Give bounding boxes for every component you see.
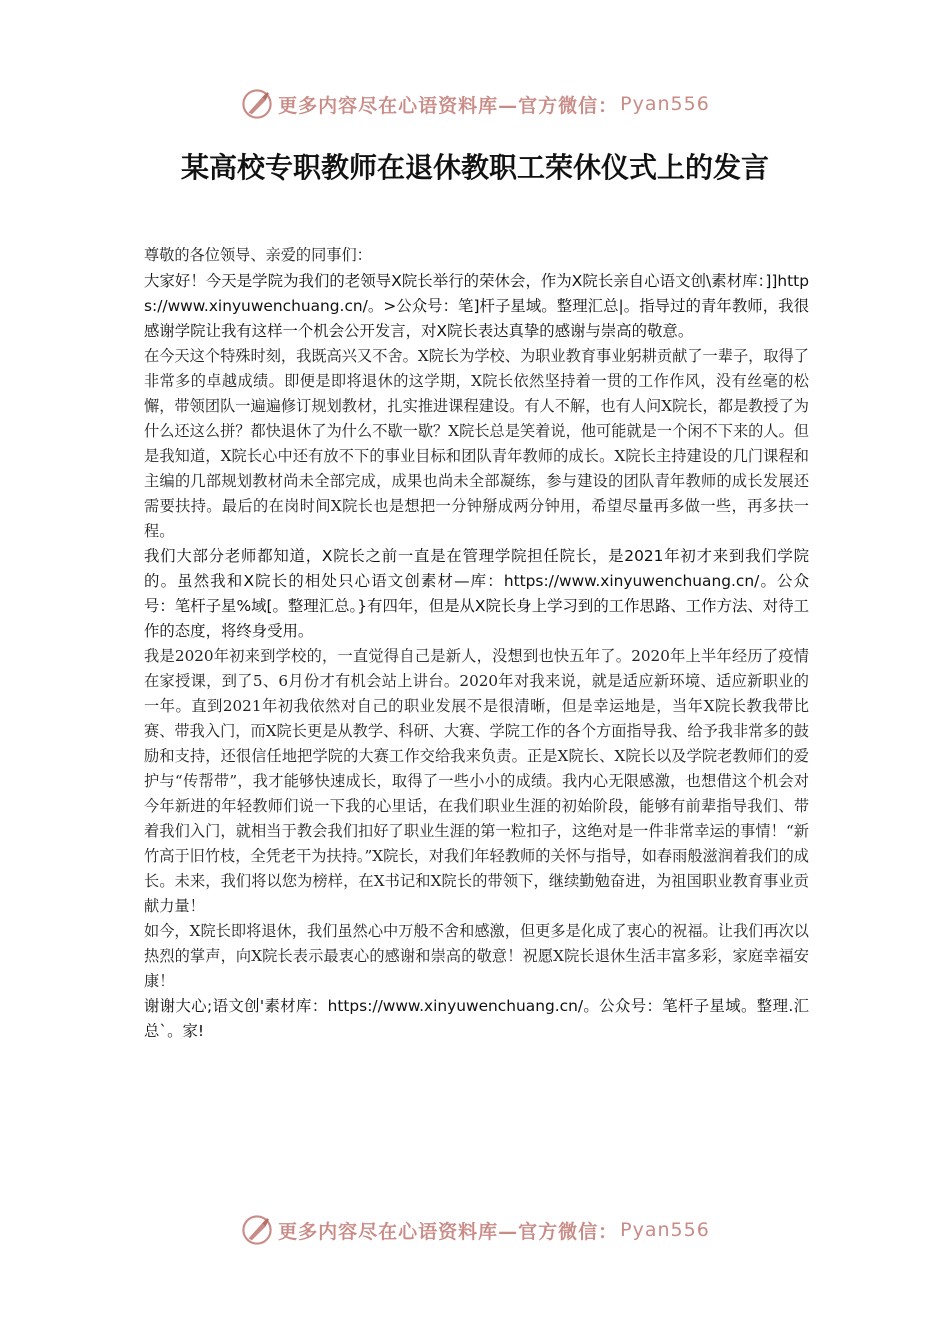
header-watermark	[0, 82, 950, 126]
footer-watermark	[0, 1208, 950, 1252]
document-body	[144, 243, 809, 1044]
watermark-wechat-id: Pyan556	[620, 1219, 710, 1241]
body-paragraph-3: 我们大部分老师都知道，X院长之前一直是在管理学院担任院长，是2021年初才来到我们学院的。虽然我和X院长的相处只心语文创素材—库：https://www.xinyuwenchuang.cn/。公众号：笔杆子星%域[。整理汇总。}有四年，但是从X院长身上学习到的工作思路、工作方法、对待工作的态度，将终身受用。	[144, 547, 809, 640]
pen-logo-icon	[240, 87, 274, 121]
body-paragraph-4: 我是2020年初来到学校的，一直觉得自己是新人，没想到也快五年了。2020年上半年经历了疫情在家授课，到了5、6月份才有机会站上讲台。2020年对我来说，就是适应新环境、适应新职业的一年。直到2021年初我依然对自己的职业发展不是很清晰，但是幸运地是，当年X院长教我带比赛、带我入门，而X院长更是从教学、科研、大赛、学院工作的各个方面指导我、给予我非常多的鼓励和支持，还很信任地把学院的大赛工作交给我来负责。正是X院长、X院长以及学院老教师们的爱护与“传帮带”，我才能够快速成长，取得了一些小小的成绩。我内心无限感激，也想借这个机会对今年新进的年轻教师们说一下我的心里话，在我们职业生涯的初始阶段，能够有前辈指导我们、带着我们入门，就相当于教会我们扣好了职业生涯的第一粒扣子，这绝对是一件非常幸运的事情！“新竹高于旧竹枝，全凭老干为扶持。”X院长，对我们年轻教师的关怀与指导，如春雨般滋润着我们的成长。未来，我们将以您为榜样，在X书记和X院长的带领下，继续勤勉奋进，为祖国职业教育事业贡献力量！	[144, 647, 809, 915]
body-paragraph-1: 大家好！今天是学院为我们的老领导X院长举行的荣休会，作为X院长亲自心语文创\素材库：]]https://www.xinyuwenchuang.cn/。>公众号：笔]杆子星域。整理汇总|。指导过的青年教师，我很感谢学院让我有这样一个机会公开发言，对X院长表达真挚的感谢与崇高的敬意。	[144, 272, 809, 340]
watermark-text: 更多内容尽在心语资料库—官方微信：	[278, 1220, 619, 1243]
closing-paragraph: 谢谢大心;语文创'素材库：https://www.xinyuwenchuang.cn/。公众号：笔杆子星域。整理.汇总`。家!	[144, 997, 809, 1040]
document-title: 某高校专职教师在退休教职工荣休仪式上的发言	[180, 151, 769, 184]
watermark-text: 更多内容尽在心语资料库—官方微信：	[278, 94, 619, 117]
pen-logo-icon	[240, 1213, 274, 1247]
body-paragraph-2: 在今天这个特殊时刻，我既高兴又不舍。X院长为学校、为职业教育事业躬耕贡献了一辈子，取得了非常多的卓越成绩。即便是即将退休的这学期，X院长依然坚持着一贯的工作作风，没有丝毫的松懈，带领团队一遍遍修订规划教材，扎实推进课程建设。有人不解，也有人问X院长，都是教授了为什么还这么拼？都快退休了为什么不歇一歇？X院长总是笑着说，他可能就是一个闲不下来的人。但是我知道，X院长心中还有放不下的事业目标和团队青年教师的成长。X院长主持建设的几门课程和主编的几部规划教材尚未全部完成，成果也尚未全部凝练，参与建设的团队青年教师的成长发展还需要扶持。最后的在岗时间X院长也是想把一分钟掰成两分钟用，希望尽量再多做一些，再多扶一程。	[144, 347, 809, 540]
greeting-paragraph: 尊敬的各位领导、亲爱的同事们：	[144, 246, 372, 264]
body-paragraph-5: 如今，X院长即将退休，我们虽然心中万般不舍和感激，但更多是化成了衷心的祝福。让我们再次以热烈的掌声，向X院长表示最衷心的感谢和崇高的敬意！祝愿X院长退休生活丰富多彩，家庭幸福安康！	[144, 922, 809, 990]
watermark-wechat-id: Pyan556	[620, 93, 710, 115]
